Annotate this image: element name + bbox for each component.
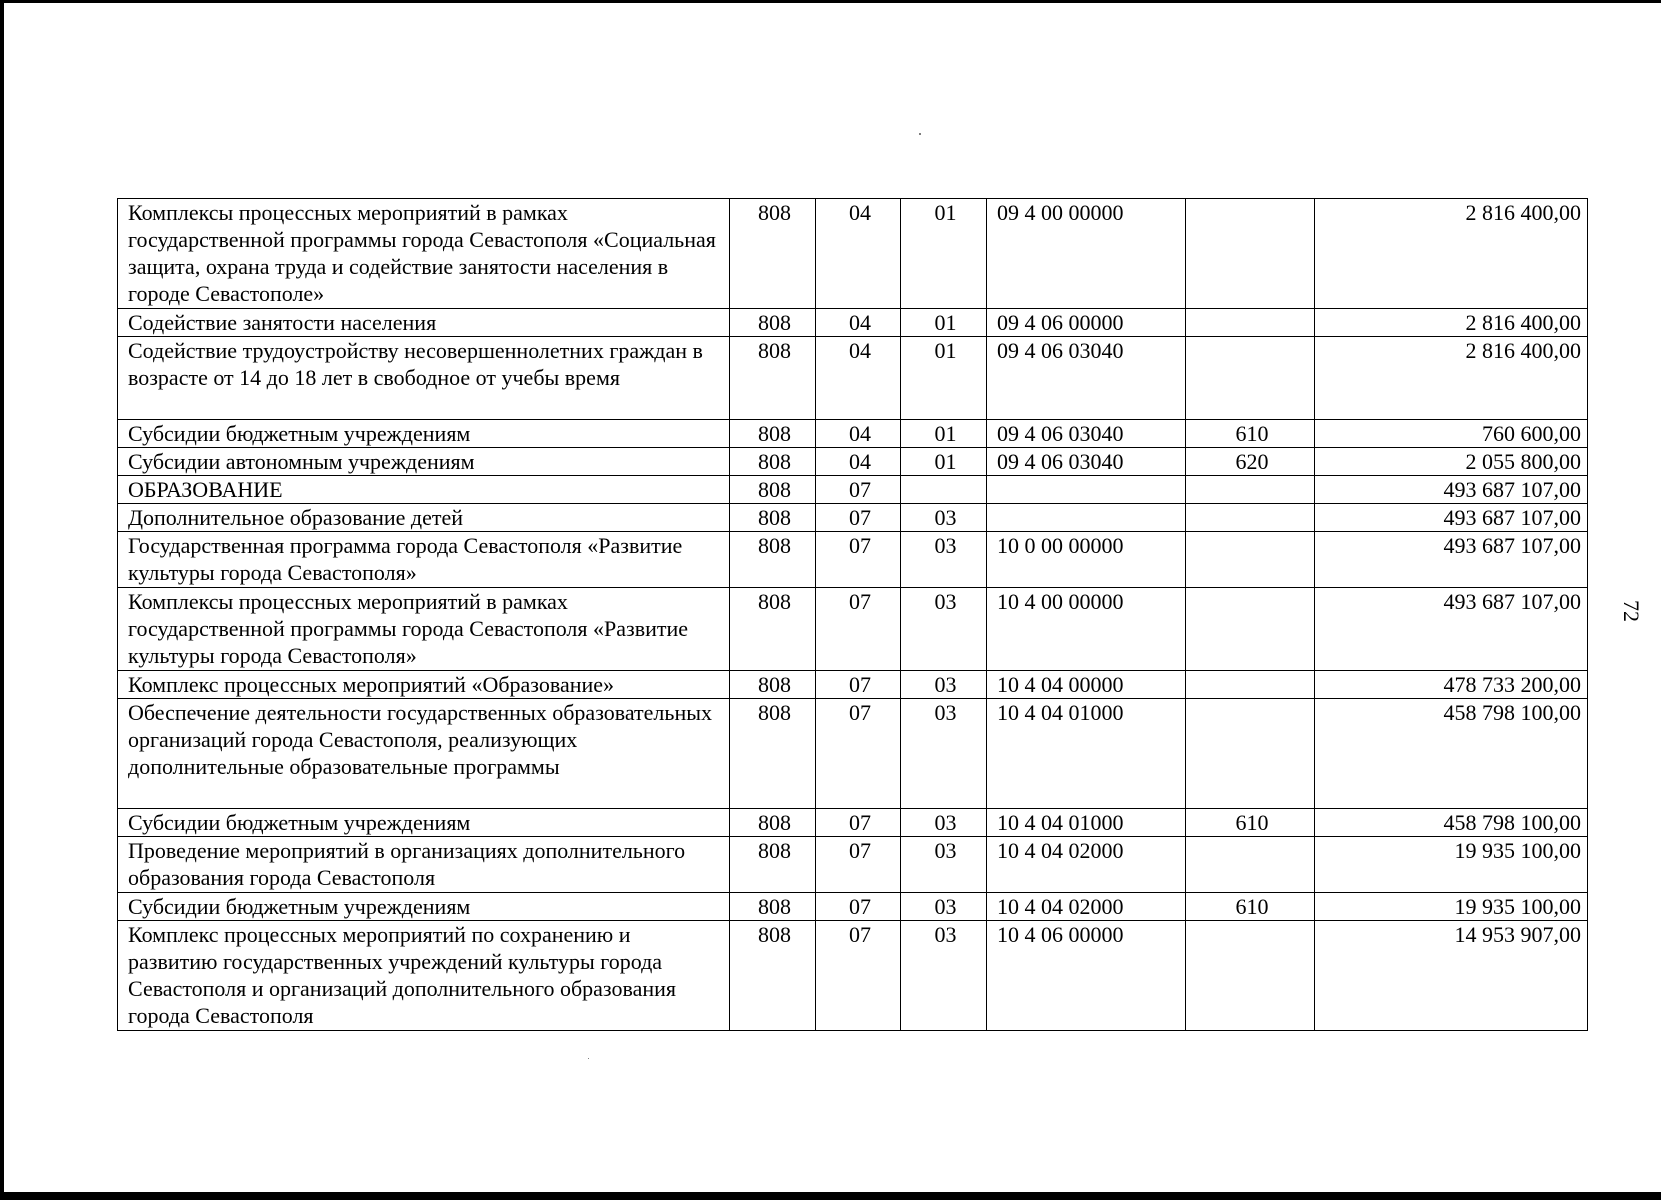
- cell-subsection-code: 01: [901, 420, 987, 448]
- cell-sum: 493 687 107,00: [1315, 588, 1588, 671]
- cell-target-article: 10 4 00 00000: [987, 588, 1186, 671]
- cell-ministry-code: 808: [730, 504, 816, 532]
- cell-name: Субсидии автономным учреждениям: [118, 448, 730, 476]
- cell-subsection-code: 01: [901, 309, 987, 337]
- cell-target-article: 10 0 00 00000: [987, 532, 1186, 588]
- cell-subsection-code: 03: [901, 837, 987, 893]
- cell-name: Проведение мероприятий в организациях дополнительного образования города Севастополя: [118, 837, 730, 893]
- cell-target-article: 09 4 06 03040: [987, 420, 1186, 448]
- cell-section-code: 04: [816, 448, 901, 476]
- cell-section-code: 07: [816, 837, 901, 893]
- cell-target-article: [987, 504, 1186, 532]
- cell-ministry-code: 808: [730, 199, 816, 309]
- table-row: [118, 532, 1588, 588]
- cell-target-article: 10 4 04 00000: [987, 671, 1186, 699]
- cell-expense-type: [1186, 671, 1315, 699]
- cell-section-code: 04: [816, 337, 901, 420]
- cell-sum: 760 600,00: [1315, 420, 1588, 448]
- cell-target-article: 10 4 04 02000: [987, 893, 1186, 921]
- cell-section-code: 04: [816, 420, 901, 448]
- cell-expense-type: [1186, 699, 1315, 809]
- cell-subsection-code: 03: [901, 699, 987, 809]
- cell-sum: 478 733 200,00: [1315, 671, 1588, 699]
- cell-expense-type: [1186, 588, 1315, 671]
- table-row: [118, 699, 1588, 809]
- cell-name: Комплекс процессных мероприятий по сохранению и развитию государственных учреждений культуры города Севастополя и организаций дополнительного образования города Севастополя: [118, 921, 730, 1031]
- cell-section-code: 07: [816, 532, 901, 588]
- table-row: [118, 809, 1588, 837]
- cell-sum: 493 687 107,00: [1315, 476, 1588, 504]
- cell-target-article: 10 4 06 00000: [987, 921, 1186, 1031]
- table-row: [118, 199, 1588, 309]
- cell-ministry-code: 808: [730, 921, 816, 1031]
- cell-ministry-code: 808: [730, 588, 816, 671]
- table-row: [118, 893, 1588, 921]
- scan-speck: [919, 133, 921, 135]
- cell-expense-type: 610: [1186, 420, 1315, 448]
- cell-sum: 2 055 800,00: [1315, 448, 1588, 476]
- cell-section-code: 07: [816, 699, 901, 809]
- cell-sum: 493 687 107,00: [1315, 504, 1588, 532]
- cell-section-code: 04: [816, 199, 901, 309]
- cell-expense-type: 610: [1186, 809, 1315, 837]
- cell-ministry-code: 808: [730, 671, 816, 699]
- cell-sum: 458 798 100,00: [1315, 699, 1588, 809]
- cell-section-code: 07: [816, 921, 901, 1031]
- cell-name: Содействие трудоустройству несовершеннолетних граждан в возрасте от 14 до 18 лет в свободное от учебы время: [118, 337, 730, 420]
- cell-name: Комплексы процессных мероприятий в рамках государственной программы города Севастополя «Социальная защита, охрана труда и содействие занятости населения в городе Севастополе»: [118, 199, 730, 309]
- table-row: [118, 588, 1588, 671]
- cell-name: Комплексы процессных мероприятий в рамках государственной программы города Севастополя «Развитие культуры города Севастополя»: [118, 588, 730, 671]
- table-row: [118, 309, 1588, 337]
- cell-subsection-code: 03: [901, 504, 987, 532]
- scan-border-top: [0, 0, 1661, 3]
- cell-ministry-code: 808: [730, 532, 816, 588]
- cell-ministry-code: 808: [730, 893, 816, 921]
- cell-name: Комплекс процессных мероприятий «Образование»: [118, 671, 730, 699]
- cell-name: Дополнительное образование детей: [118, 504, 730, 532]
- cell-sum: 2 816 400,00: [1315, 309, 1588, 337]
- cell-expense-type: [1186, 309, 1315, 337]
- cell-subsection-code: [901, 476, 987, 504]
- cell-expense-type: 610: [1186, 893, 1315, 921]
- cell-ministry-code: 808: [730, 476, 816, 504]
- cell-ministry-code: 808: [730, 809, 816, 837]
- cell-sum: 2 816 400,00: [1315, 199, 1588, 309]
- cell-sum: 2 816 400,00: [1315, 337, 1588, 420]
- cell-ministry-code: 808: [730, 699, 816, 809]
- cell-sum: 14 953 907,00: [1315, 921, 1588, 1031]
- cell-section-code: 04: [816, 309, 901, 337]
- cell-subsection-code: 03: [901, 532, 987, 588]
- cell-ministry-code: 808: [730, 837, 816, 893]
- cell-ministry-code: 808: [730, 309, 816, 337]
- table-row: [118, 337, 1588, 420]
- table-row: [118, 837, 1588, 893]
- table-row: [118, 504, 1588, 532]
- cell-expense-type: [1186, 921, 1315, 1031]
- cell-sum: 19 935 100,00: [1315, 893, 1588, 921]
- cell-section-code: 07: [816, 504, 901, 532]
- cell-section-code: 07: [816, 476, 901, 504]
- cell-subsection-code: 03: [901, 588, 987, 671]
- cell-target-article: [987, 476, 1186, 504]
- table-row: [118, 671, 1588, 699]
- page-number: 72: [1619, 600, 1644, 622]
- cell-subsection-code: 03: [901, 921, 987, 1031]
- cell-name: ОБРАЗОВАНИЕ: [118, 476, 730, 504]
- cell-subsection-code: 03: [901, 809, 987, 837]
- cell-name: Обеспечение деятельности государственных образовательных организаций города Севастополя, реализующих дополнительные образовательные программы: [118, 699, 730, 809]
- cell-ministry-code: 808: [730, 448, 816, 476]
- cell-sum: 458 798 100,00: [1315, 809, 1588, 837]
- cell-subsection-code: 01: [901, 199, 987, 309]
- cell-name: Содействие занятости населения: [118, 309, 730, 337]
- table-row: [118, 448, 1588, 476]
- cell-ministry-code: 808: [730, 420, 816, 448]
- cell-section-code: 07: [816, 809, 901, 837]
- table-body: [118, 199, 1588, 1031]
- cell-section-code: 07: [816, 893, 901, 921]
- cell-target-article: 09 4 00 00000: [987, 199, 1186, 309]
- table-row: [118, 921, 1588, 1031]
- cell-expense-type: 620: [1186, 448, 1315, 476]
- cell-expense-type: [1186, 532, 1315, 588]
- cell-name: Субсидии бюджетным учреждениям: [118, 420, 730, 448]
- cell-name: Государственная программа города Севастополя «Развитие культуры города Севастополя»: [118, 532, 730, 588]
- budget-table: [117, 198, 1588, 1031]
- scan-border-bottom: [0, 1192, 1661, 1200]
- cell-sum: 493 687 107,00: [1315, 532, 1588, 588]
- cell-target-article: 10 4 04 01000: [987, 809, 1186, 837]
- cell-target-article: 10 4 04 02000: [987, 837, 1186, 893]
- cell-target-article: 09 4 06 03040: [987, 337, 1186, 420]
- cell-expense-type: [1186, 199, 1315, 309]
- cell-expense-type: [1186, 476, 1315, 504]
- scan-speck: [588, 1058, 589, 1059]
- cell-target-article: 09 4 06 03040: [987, 448, 1186, 476]
- cell-expense-type: [1186, 837, 1315, 893]
- cell-subsection-code: 01: [901, 448, 987, 476]
- cell-expense-type: [1186, 337, 1315, 420]
- cell-name: Субсидии бюджетным учреждениям: [118, 809, 730, 837]
- cell-subsection-code: 03: [901, 671, 987, 699]
- cell-section-code: 07: [816, 588, 901, 671]
- table-row: [118, 476, 1588, 504]
- cell-subsection-code: 01: [901, 337, 987, 420]
- table-row: [118, 420, 1588, 448]
- cell-expense-type: [1186, 504, 1315, 532]
- scan-border-left: [0, 0, 4, 1200]
- cell-sum: 19 935 100,00: [1315, 837, 1588, 893]
- cell-name: Субсидии бюджетным учреждениям: [118, 893, 730, 921]
- cell-section-code: 07: [816, 671, 901, 699]
- cell-target-article: 10 4 04 01000: [987, 699, 1186, 809]
- cell-ministry-code: 808: [730, 337, 816, 420]
- cell-subsection-code: 03: [901, 893, 987, 921]
- cell-target-article: 09 4 06 00000: [987, 309, 1186, 337]
